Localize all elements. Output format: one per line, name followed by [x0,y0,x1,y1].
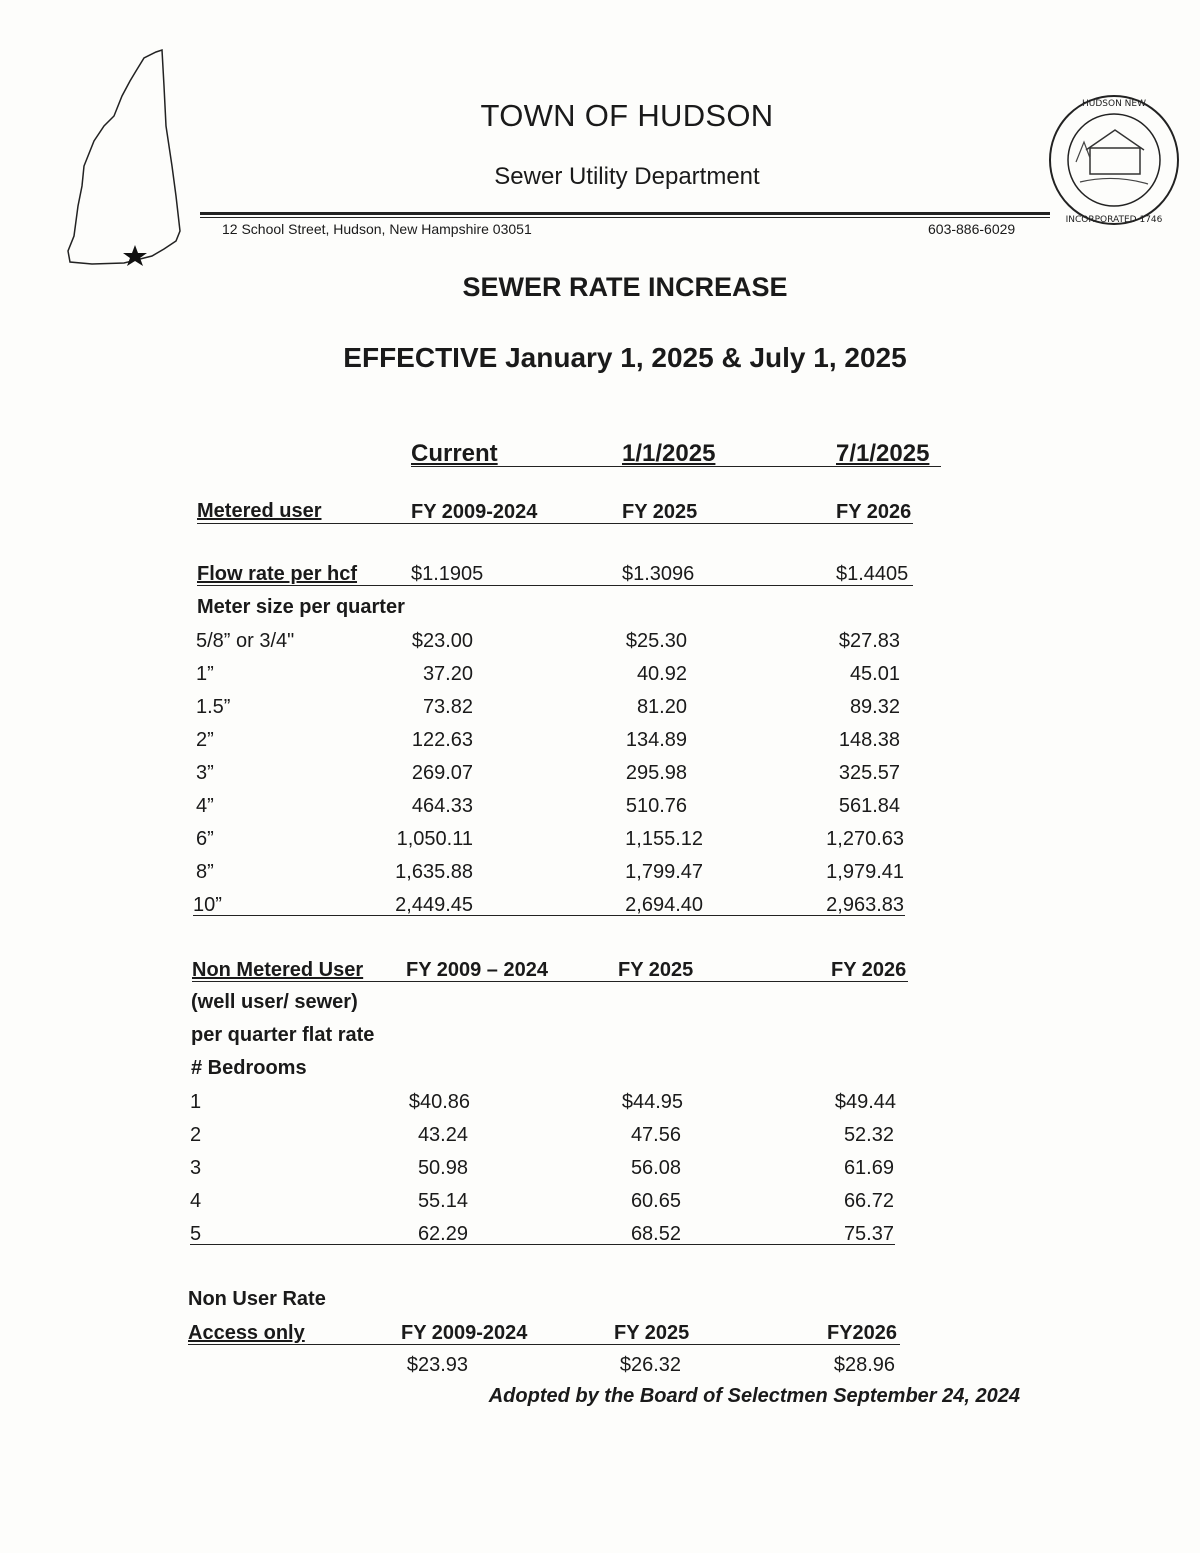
meter-size: 5/8” or 3/4" [196,630,295,652]
bedrooms-label: # Bedrooms [191,1057,307,1079]
metered-year-current: FY 2009-2024 [411,501,538,523]
rate-2026: 75.37 [843,1223,894,1245]
table-row [0,729,1200,759]
table-row [0,1091,1200,1121]
meter-size: 6” [196,828,214,850]
table-row [0,1157,1200,1187]
rate-2026: 52.32 [843,1124,894,1146]
rate-2025: 68.52 [630,1223,681,1245]
rate-2025: 134.89 [625,729,687,751]
flat-rate-label: per quarter flat rate [191,1024,375,1046]
meter-size: 8” [196,861,214,883]
non-user-rate-2026: $28.96 [833,1354,895,1376]
rate-current: 464.33 [411,795,473,817]
rate-2025: 56.08 [630,1157,681,1179]
rate-2026: 1,270.63 [826,828,904,850]
rate-current: 269.07 [411,762,473,784]
non-user-header-rule [188,1344,900,1345]
rate-2026: 148.38 [838,729,900,751]
rate-2025: 2,694.40 [625,894,703,916]
rate-2026: 325.57 [838,762,900,784]
meter-size: 1” [196,663,214,685]
meter-size: 1.5” [196,696,231,718]
metered-user-label: Metered user [197,500,322,522]
rate-2026: 61.69 [843,1157,894,1179]
rate-2025: 295.98 [625,762,687,784]
non-metered-year-current: FY 2009 – 2024 [406,959,548,981]
column-header-current: Current [411,440,498,467]
svg-text:HUDSON NEW: HUDSON NEW [1082,99,1146,109]
metered-year-2025: FY 2025 [622,501,698,523]
rate-current: 1,635.88 [395,861,473,883]
rate-2025: 60.65 [630,1190,681,1212]
flow-rate-label: Flow rate per hcf [197,563,358,585]
rate-2025: 510.76 [625,795,687,817]
town-name: TOWN OF HUDSON [480,98,774,133]
bedroom-count: 1 [190,1091,202,1113]
flow-rate-rule [197,585,913,586]
metered-year-2026: FY 2026 [836,501,912,523]
metered-header-rule [197,523,913,524]
rate-2026: $27.83 [838,630,900,652]
rate-current: 62.29 [417,1223,468,1245]
flow-rate-2025: $1.3096 [622,563,695,585]
non-metered-header-rule [192,981,908,982]
non-user-rate-current: $23.93 [406,1354,468,1376]
rate-current: $40.86 [408,1091,470,1113]
column-header-jan-2025: 1/1/2025 [622,440,716,467]
rate-2025: $44.95 [621,1091,683,1113]
non-user-rate-2025: $26.32 [619,1354,681,1376]
meter-size-label: Meter size per quarter [197,596,405,618]
adoption-note: Adopted by the Board of Selectmen September 24, 2024 [488,1385,1020,1407]
column-header-rule [411,466,941,467]
meter-table-rule [193,915,905,916]
rate-2026: 1,979.41 [826,861,904,883]
bedroom-count: 4 [190,1190,202,1212]
table-row [0,696,1200,726]
table-row [0,762,1200,792]
bedroom-table-rule [190,1244,895,1245]
well-user-label: (well user/ sewer) [191,991,358,1013]
rate-2026: 561.84 [838,795,900,817]
meter-size: 3” [196,762,214,784]
address: 12 School Street, Hudson, New Hampshire 03051 [222,221,532,237]
flow-rate-2026: $1.4405 [836,563,909,585]
rate-current: 73.82 [422,696,473,718]
table-row [0,1223,1200,1253]
non-user-year-2026: FY2026 [827,1322,898,1344]
table-row [0,861,1200,891]
rate-2026: $49.44 [834,1091,896,1113]
table-row [0,663,1200,693]
rate-2025: 40.92 [636,663,687,685]
rate-2026: 2,963.83 [826,894,904,916]
rate-current: 43.24 [417,1124,468,1146]
non-user-year-current: FY 2009-2024 [401,1322,528,1344]
access-only-label: Access only [188,1322,305,1344]
meter-size: 10” [193,894,222,916]
rate-2026: 89.32 [849,696,900,718]
header-rule-thin [200,217,1050,218]
rate-2026: 45.01 [849,663,900,685]
bedroom-count: 2 [190,1124,202,1146]
rate-2026: 66.72 [843,1190,894,1212]
table-row [0,630,1200,660]
non-metered-year-2025: FY 2025 [618,959,694,981]
rate-current: $23.00 [411,630,473,652]
non-metered-year-2026: FY 2026 [831,959,907,981]
meter-size: 4” [196,795,214,817]
rate-2025: 1,155.12 [625,828,703,850]
table-row [0,828,1200,858]
flow-rate-current: $1.1905 [411,563,484,585]
rate-2025: 47.56 [630,1124,681,1146]
phone-number: 603-886-6029 [928,221,1016,237]
non-user-rate-label: Non User Rate [188,1288,326,1310]
effective-dates: EFFECTIVE January 1, 2025 & July 1, 2025 [343,342,907,373]
town-seal-icon [1046,92,1182,228]
department-name: Sewer Utility Department [494,163,760,190]
rate-current: 37.20 [422,663,473,685]
rate-current: 122.63 [411,729,473,751]
table-row [0,795,1200,825]
rate-2025: $25.30 [625,630,687,652]
rate-2025: 81.20 [636,696,687,718]
rate-current: 50.98 [417,1157,468,1179]
table-row [0,1190,1200,1220]
rate-current: 2,449.45 [395,894,473,916]
non-metered-label: Non Metered User [192,959,364,981]
rate-current: 55.14 [417,1190,468,1212]
rate-current: 1,050.11 [396,828,473,850]
svg-text:INCORPORATED 1746: INCORPORATED 1746 [1065,215,1163,225]
table-row [0,894,1200,924]
column-header-jul-2025: 7/1/2025 [836,440,930,467]
rate-2025: 1,799.47 [625,861,703,883]
non-user-year-2025: FY 2025 [614,1322,690,1344]
table-row [0,1124,1200,1154]
bedroom-count: 3 [190,1157,202,1179]
notice-title: SEWER RATE INCREASE [462,272,788,302]
meter-size: 2” [196,729,214,751]
new-hampshire-map-icon [64,46,189,271]
header-rule [200,212,1050,215]
bedroom-count: 5 [190,1223,202,1245]
